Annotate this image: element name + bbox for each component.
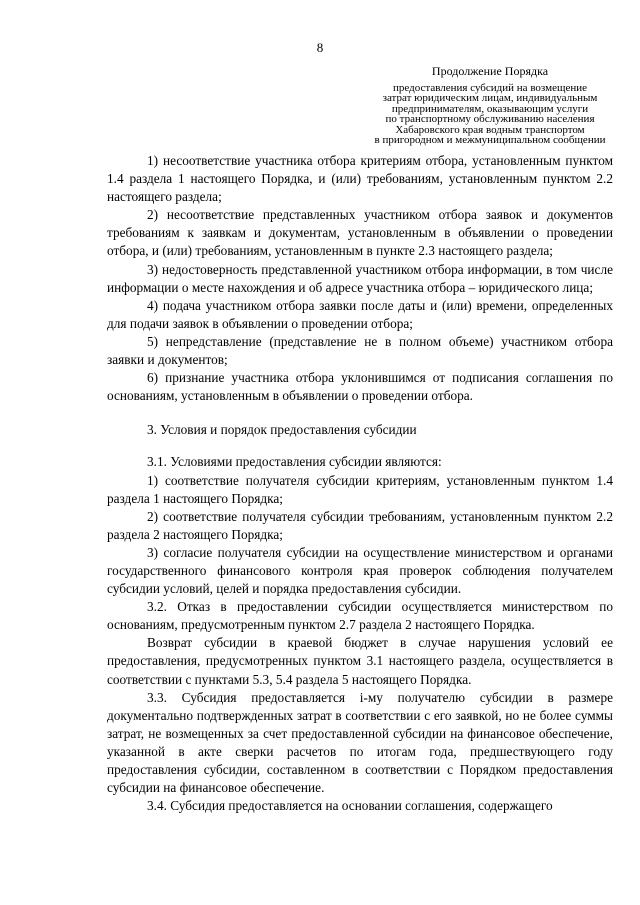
header-line: по транспортному обслуживанию населения	[385, 113, 595, 125]
header-line: в пригородном и межмуниципальном сообщении	[374, 134, 606, 146]
paragraph: 3.3. Субсидия предоставляется i-му получателю субсидии в размере документально подтвержденных затрат в соответствии с его заявкой, но не более суммы затрат, не возмещенных за счет предоставленной субсидии на финансовое обеспечение, указанной в акте сверки расчетов по итогам года, предшествующего году предоставления субсидии, составленном в соответствии с Порядком предоставления субсидии на финансовое обеспечение.	[107, 689, 613, 796]
paragraph: 3) недостоверность представленной участником отбора информации, в том числе информации о месте нахождения и об адресе участника отбора – юридического лица;	[107, 261, 613, 295]
paragraph: 5) непредставление (представление не в полном объеме) участником отбора заявки и документов;	[107, 333, 613, 368]
paragraph: 3.2. Отказ в предоставлении субсидии осуществляется министерством по основаниям, предусмотренным пунктом 2.7 раздела 2 настоящего Порядка.	[107, 599, 613, 633]
header-line: предоставления субсидий на возмещение	[393, 81, 587, 94]
paragraph: 1) соответствие получателя субсидии критериям, установленным пунктом 1.4 раздела 1 настоящего Порядка;	[107, 472, 613, 506]
paragraph: 3.4. Субсидия предоставляется на основании соглашения, содержащего	[147, 798, 553, 814]
paragraph: 3) согласие получателя субсидии на осуществление министерством и органами государственного финансового контроля края проверок соблюдения получателем субсидии условий, целей и порядка предоставления субсидии.	[107, 544, 613, 597]
document-body	[107, 152, 613, 815]
paragraph: 2) соответствие получателя субсидии требованиям, установленным пунктом 2.2 раздела 2 настоящего Порядка;	[107, 508, 613, 542]
header-line: Хабаровского края водным транспортом	[395, 123, 585, 136]
paragraph: 1) несоответствие участника отбора критериям отбора, установленным пунктом 1.4 раздела 1 настоящего Порядка, и (или) требованиям, установленным пунктом 2.2 настоящего раздела;	[107, 153, 613, 205]
header-title: Продолжение Порядка	[431, 64, 549, 78]
header-line: затрат юридическим лицам, индивидуальным	[382, 92, 598, 104]
paragraph: Возврат субсидии в краевой бюджет в случае нарушения условий ее предоставления, предусмотренных пунктом 3.1 настоящего раздела, осуществляется в соответствии с пунктами 5.3, 5.4 раздела 5 настоящего Порядка.	[107, 635, 613, 687]
header-line: предпринимателям, оказывающим услуги	[391, 102, 589, 115]
paragraph: 3.1. Условиями предоставления субсидии являются:	[147, 454, 442, 470]
document-header	[340, 66, 640, 146]
paragraph: 4) подача участником отбора заявки после даты и (или) времени, определенных для подачи заявок в объявлении о проведении отбора;	[107, 297, 613, 331]
section-heading: 3. Условия и порядок предоставления субсидии	[147, 422, 417, 438]
page-number: 8	[316, 40, 324, 55]
paragraph: 2) несоответствие представленных участником отбора заявок и документов требованиям к заявкам и документам, установленным в объявлении о проведении отбора, и (или) требованиям, установленным в пункте 2.3 настоящего раздела;	[107, 207, 613, 259]
paragraph: 6) признание участника отбора уклонившимся от подписания соглашения по основаниям, установленным в объявлении о проведении отбора.	[107, 370, 613, 404]
